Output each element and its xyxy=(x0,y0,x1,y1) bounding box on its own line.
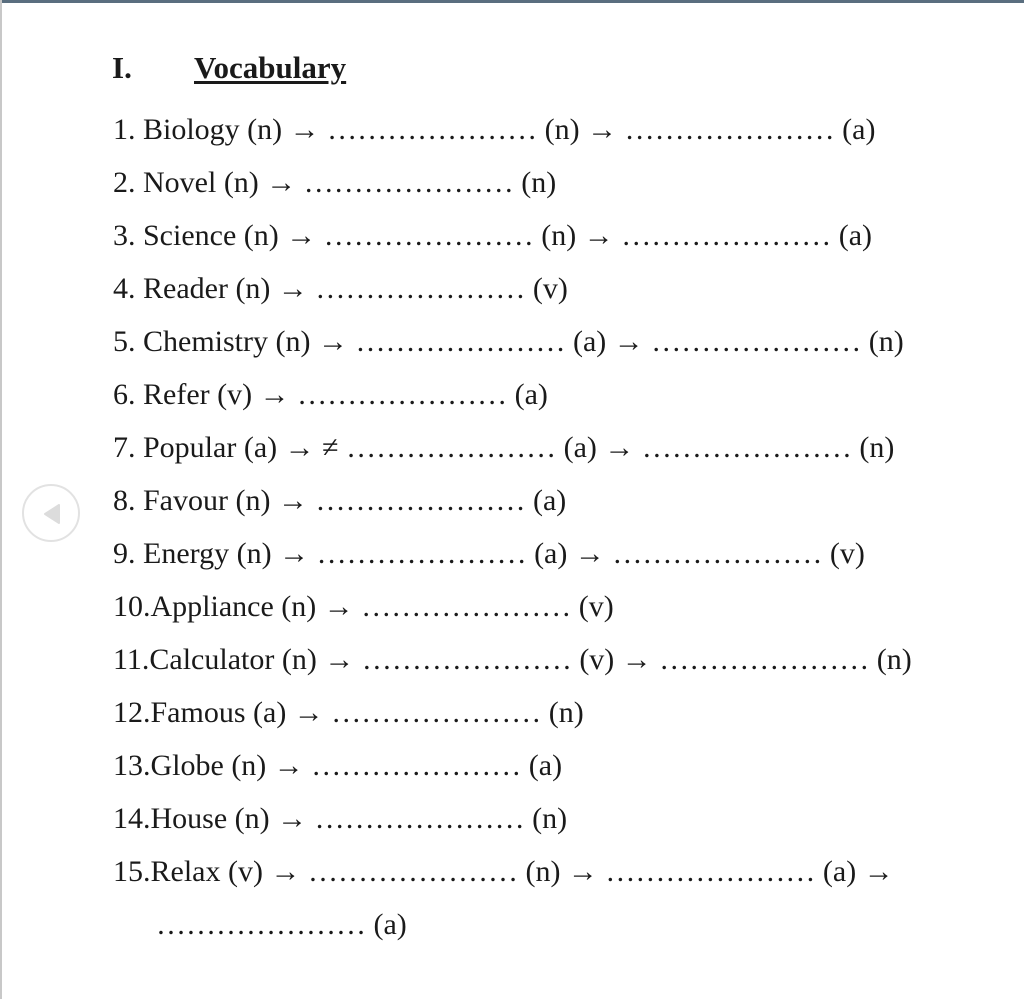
section-header xyxy=(112,48,346,88)
exercise-item-8: 8. Favour (n) → ………………… (a) xyxy=(113,484,567,517)
exercise-item-13: 13.Globe (n) → ………………… (a) xyxy=(113,749,563,782)
previous-page-button[interactable] xyxy=(22,484,80,542)
exercise-item-15-continuation: ………………… (a) xyxy=(156,908,407,941)
exercise-item-5: 5. Chemistry (n) → ………………… (a) → ………………… (n) xyxy=(113,325,904,358)
exercise-item-10: 10.Appliance (n) → ………………… (v) xyxy=(113,590,614,623)
exercise-item-11: 11.Calculator (n) → ………………… (v) → ………………… (n) xyxy=(113,643,912,676)
exercise-item-9: 9. Energy (n) → ………………… (a) → ………………… (v) xyxy=(113,537,865,570)
exercise-item-4: 4. Reader (n) → ………………… (v) xyxy=(113,272,568,305)
chevron-left-icon xyxy=(42,503,62,525)
section-number: I. xyxy=(112,50,132,85)
exercise-item-2: 2. Novel (n) → ………………… (n) xyxy=(113,166,557,199)
exercise-item-14: 14.House (n) → ………………… (n) xyxy=(113,802,568,835)
exercise-item-6: 6. Refer (v) → ………………… (a) xyxy=(113,378,548,411)
section-title: Vocabulary xyxy=(194,50,347,85)
exercise-item-1: 1. Biology (n) → ………………… (n) → ………………… (a) xyxy=(113,113,876,146)
exercise-item-3: 3. Science (n) → ………………… (n) → ………………… (a) xyxy=(113,219,873,252)
exercise-item-15: 15.Relax (v) → ………………… (n) → ………………… (a) → xyxy=(113,855,894,888)
left-border xyxy=(0,0,2,999)
exercise-item-12: 12.Famous (a) → ………………… (n) xyxy=(113,696,584,729)
exercise-item-7: 7. Popular (a) → ≠ ………………… (a) → ………………… (n) xyxy=(113,431,895,464)
exercise-list xyxy=(113,103,993,951)
top-border xyxy=(0,0,1024,3)
